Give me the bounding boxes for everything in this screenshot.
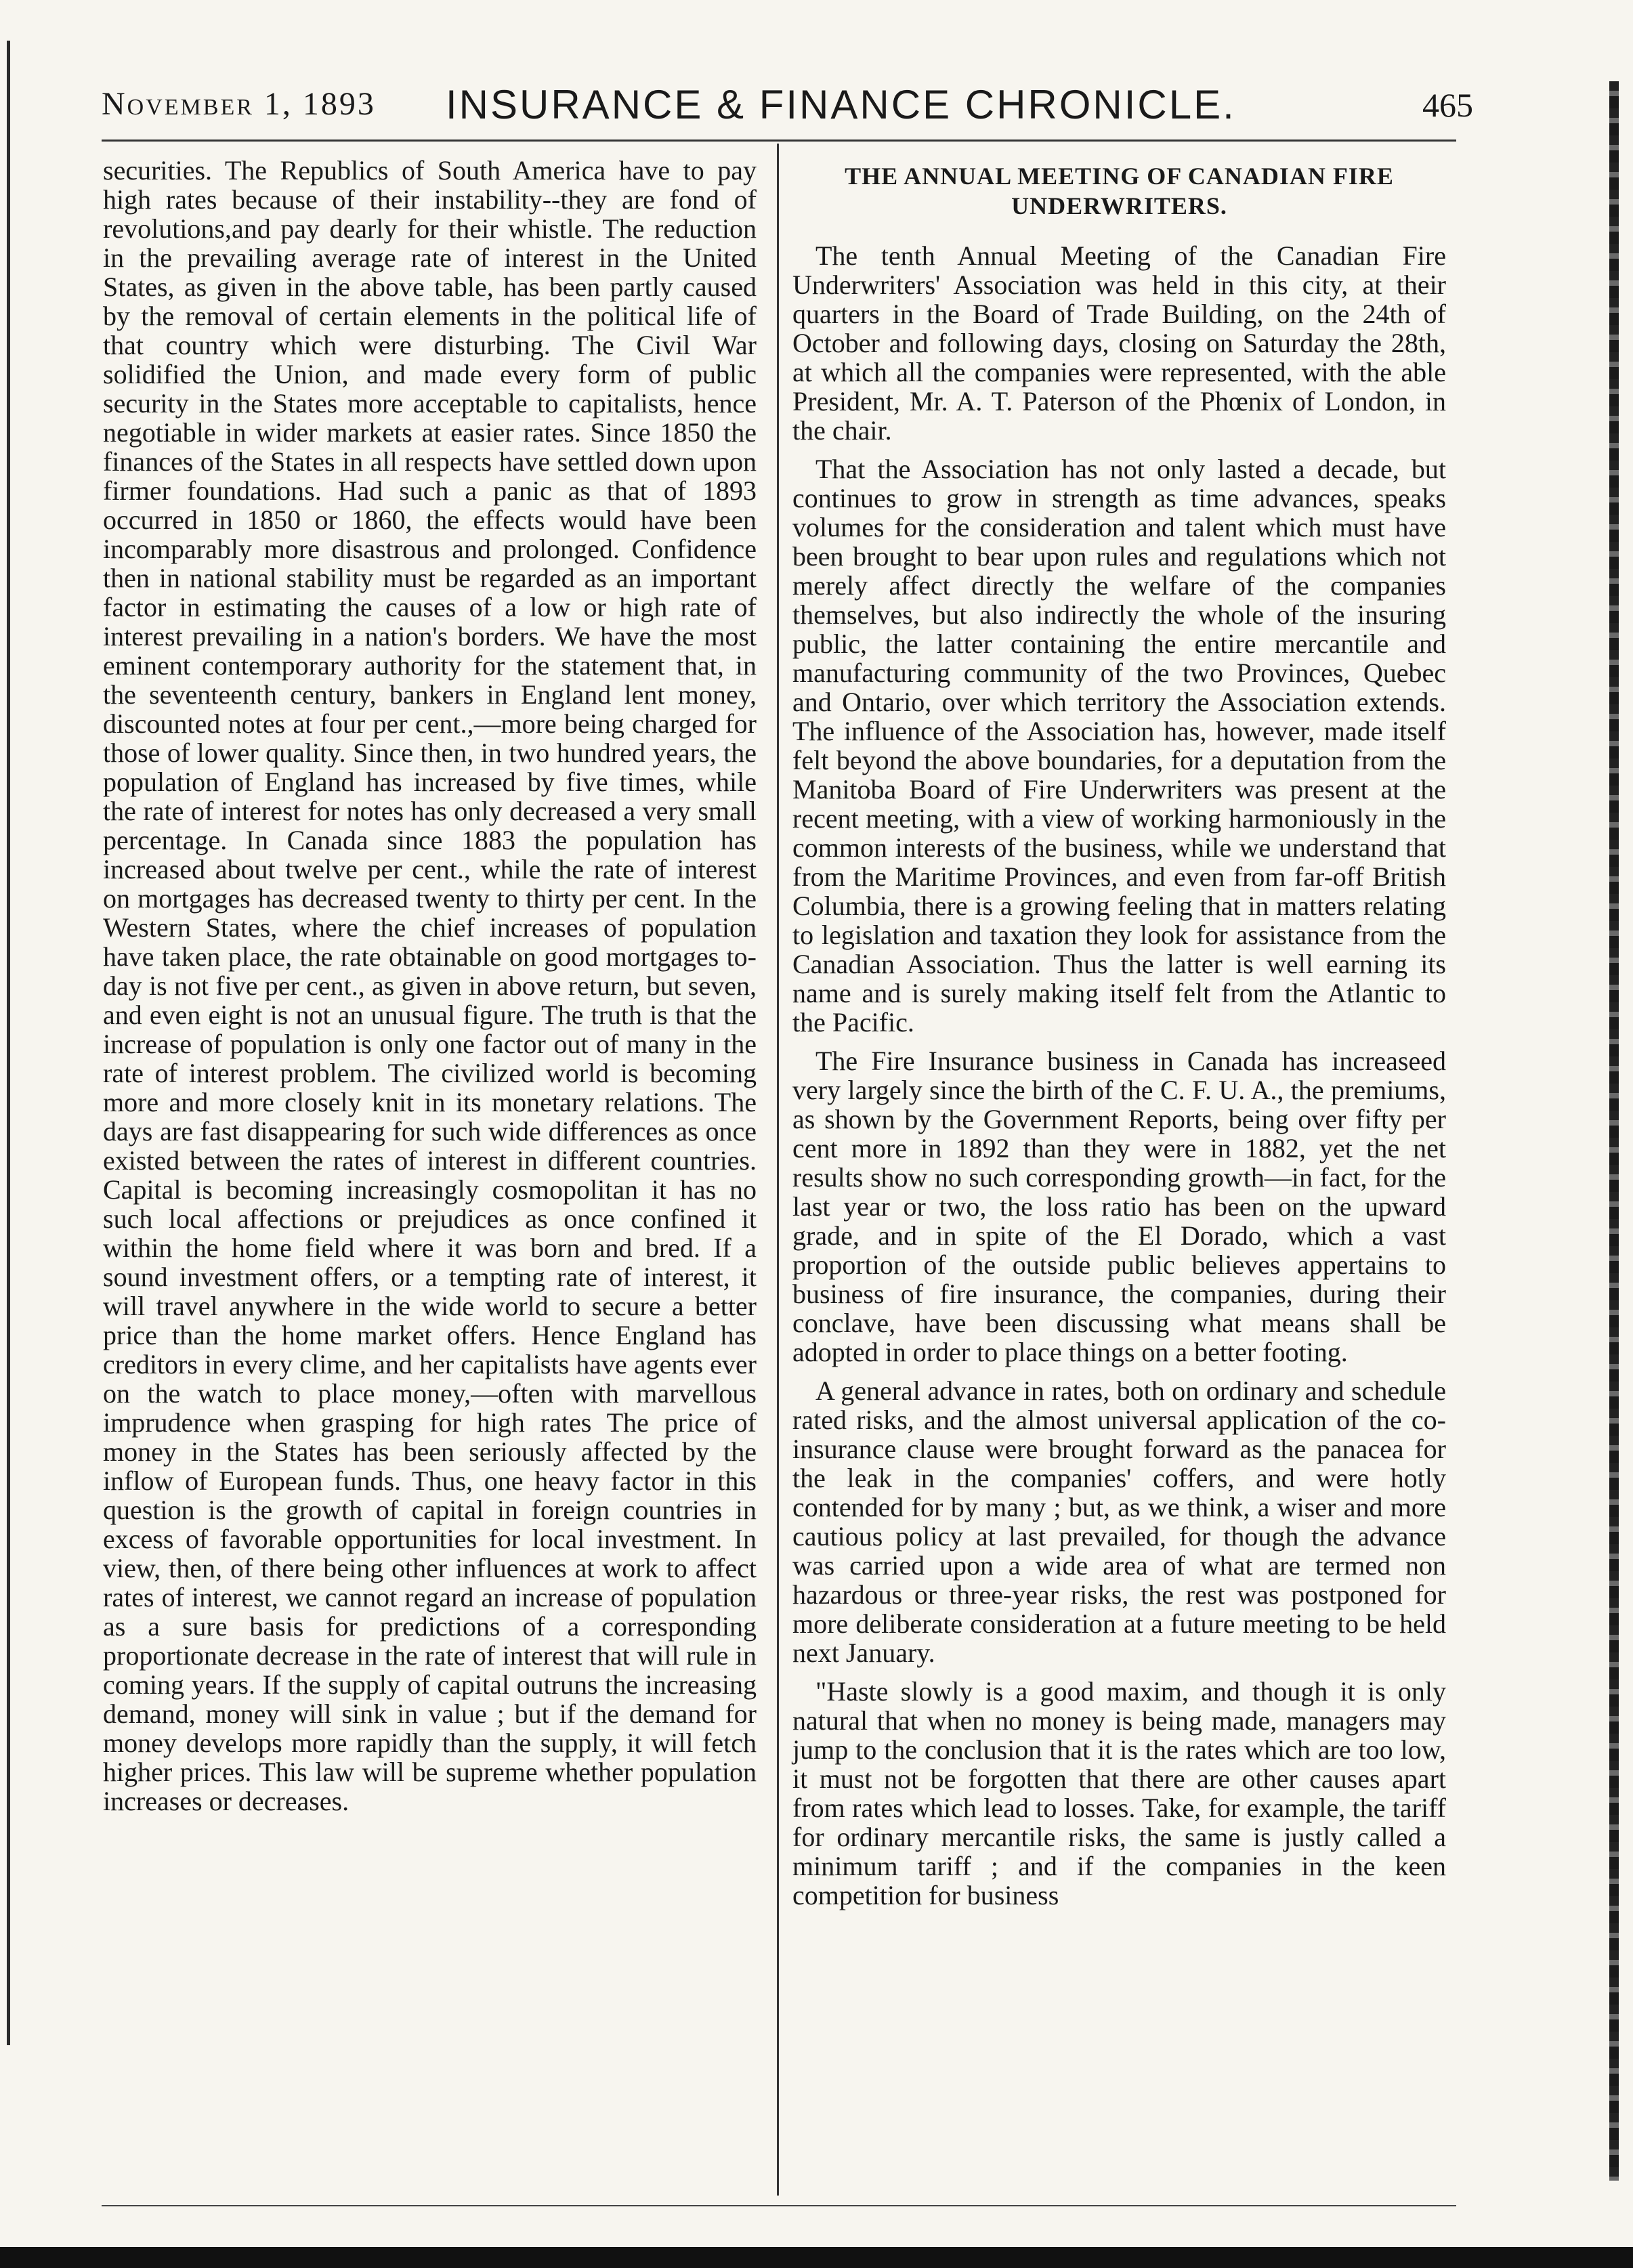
issue-date: November 1, 1893: [102, 86, 376, 122]
right-column: [792, 156, 1446, 1919]
publication-title: INSURANCE & FINANCE CHRONICLE.: [446, 82, 1236, 127]
column-divider: [777, 144, 779, 2196]
page-left-edge: [7, 41, 10, 2045]
right-paragraph-1: The tenth Annual Meeting of the Canadian Fire Underwriters' Association was held in this city, at their quarters in the Board of Trade Building, on the 24th of October and following days, closing on Saturday the 28th, at which all the companies were represented, with the able President, Mr. A. T. Paterson of the Phœnix of London, in the chair.: [792, 240, 1446, 446]
binding-edge: [1609, 81, 1619, 2181]
footer-rule: [102, 2205, 1456, 2206]
page-bottom-edge: [0, 2247, 1633, 2268]
right-paragraph-2: That the Association has not only lasted a decade, but continues to grow in strength as time advances, speaks volumes for the consideration and talent which must have been brought to bear upon rules and regulations which not merely affect directly the welfare of the companies themselves, but also indirectly the whole of the insuring public, the latter containing the entire mercantile and manufacturing community of the two Provinces, Quebec and Ontario, over which territory the Association extends. The influence of the Association has, however, made itself felt beyond the above boundaries, for a deputation from the Manitoba Board of Fire Underwriters was present at the recent meeting, with a view of working harmoniously in the common interests of the business, while we understand that from the Maritime Provinces, and even from far-off British Columbia, there is a growing feeling that in matters relating to legislation and taxation they look for assistance from the Canadian Association. Thus the latter is well earning its name and is surely making itself felt from the Atlantic to the Pacific.: [792, 454, 1446, 1037]
left-column: [103, 156, 757, 1825]
running-header: [102, 81, 1473, 135]
left-paragraph-1: securities. The Republics of South America have to pay high rates because of their instability--they are fond of revolutions,and pay dearly for their whistle. The reduction in the prevailing average rate of interest in the United States, as given in the above table, has been partly caused by the removal of certain elements in the political life of that country which were disturbing. The Civil War solidified the Union, and made every form of public security in the States more acceptable to capitalists, hence negotiable in wider markets at easier rates. Since 1850 the finances of the States in all respects have settled down upon firmer foundations. Had such a panic as that of 1893 occurred in 1850 or 1860, the effects would have been incomparably more disastrous and prolonged. Confidence then in national stability must be regarded as an important factor in estimating the causes of a low or high rate of interest prevailing in a nation's borders. We have the most eminent contemporary authority for the statement that, in the seventeenth century, bankers in England lent money, discounted notes at four per cent.,—more being charged for those of lower quality. Since then, in two hundred years, the population of England has increased by five times, while the rate of interest for notes has only decreased a very small percentage. In Canada since 1883 the population has increased about twelve per cent., while the rate of interest on mortgages has decreased twenty to thirty per cent. In the Western States, where the chief increases of population have taken place, the rate obtainable on good mortgages to-day is not five per cent., as given in above return, but seven, and even eight is not an unusual figure. The truth is that the increase of population is only one factor out of many in the rate of interest problem. The civilized world is becoming more and more closely knit in its monetary relations. The days are fast disappearing for such wide differences as once existed between the rates of interest in different countries. Capital is becoming increasingly cosmopolitan it has no such local affections or prejudices as once confined it within the home field where it was born and bred. If a sound investment offers, or a tempting rate of interest, it will travel anywhere in the wide world to secure a better price than the home market offers. Hence England has creditors in every clime, and her capitalists have agents ever on the watch to place money,—often with marvellous imprudence when grasping for high rates The price of money in the States has been seriously affected by the inflow of European funds. Thus, one heavy factor in this question is the growth of capital in foreign countries in excess of favorable opportunities for local investment. In view, then, of there being other influences at work to affect rates of interest, we cannot regard an increase of population as a sure basis for predictions of a corresponding proportionate decrease in the rate of interest that will rule in coming years. If the supply of capital outruns the increasing demand, money will sink in value ; but if the demand for money develops more rapidly than the supply, it will fetch higher prices. This law will be supreme whether population increases or decreases.: [103, 155, 757, 1816]
right-paragraph-3: The Fire Insurance business in Canada has increaseed very largely since the birth of the C. F. U. A., the premiums, as shown by the Government Reports, being over fifty per cent more in 1892 than they were in 1882, yet the net results show no such corresponding growth—in fact, for the last year or two, the loss ratio has been on the upward grade, and in spite of the El Dorado, which a vast proportion of the outside public believes appertains to business of fire insurance, the companies, during their conclave, have been discussing what means shall be adopted in order to place things on a better footing.: [792, 1046, 1446, 1367]
page-number: 465: [1422, 86, 1473, 124]
right-paragraph-5: "Haste slowly is a good maxim, and though it is only natural that when no money is being made, managers may jump to the conclusion that it is the rates which are too low, it must not be forgotten that there are other causes apart from rates which lead to losses. Take, for example, the tariff for ordinary mercantile risks, the same is justly called a minimum tariff ; and if the companies in the keen competition for business: [792, 1676, 1446, 1910]
right-paragraph-4: A general advance in rates, both on ordinary and schedule rated risks, and the almost universal application of the co-insurance clause were brought forward as the panacea for the leak in the companies' coffers, and were hotly contended for by many ; but, as we think, a wiser and more cautious policy at last prevailed, for though the advance was carried upon a wide area of what are termed non hazardous or three-year risks, the rest was postponed for more deliberate consideration at a future meeting to be held next January.: [792, 1375, 1446, 1668]
header-rule: [102, 140, 1456, 142]
article-heading: THE ANNUAL MEETING OF CANADIAN FIRE UNDERWRITERS.: [845, 163, 1394, 219]
